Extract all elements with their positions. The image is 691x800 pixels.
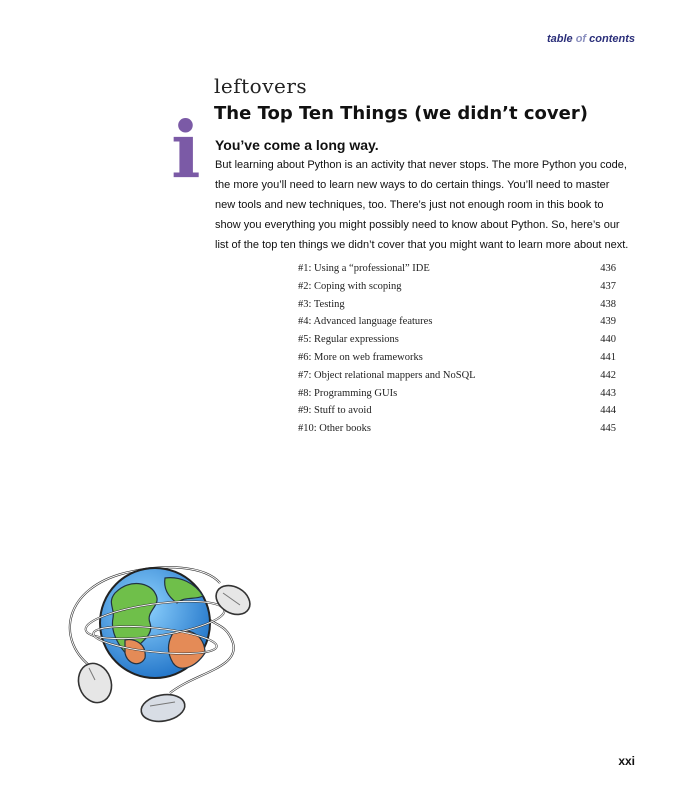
mouse-left-icon: [73, 659, 117, 708]
page-number: xxi: [618, 754, 635, 768]
toc-entry[interactable]: [298, 385, 616, 403]
toc-list: [298, 260, 616, 438]
toc-entry-title: #2: Coping with scoping: [298, 280, 402, 292]
mouse-bottom-icon: [139, 691, 187, 724]
globe-with-mice-illustration: [55, 548, 255, 728]
chapter-glyph: i: [171, 105, 201, 196]
toc-entry-title: #6: More on web frameworks: [298, 351, 423, 363]
toc-entry-title: #4: Advanced language features: [298, 316, 433, 328]
toc-entry-title: #8: Programming GUIs: [298, 387, 398, 399]
toc-entry-title: #9: Stuff to avoid: [298, 405, 372, 417]
chapter-title: The Top Ten Things (we didn’t cover): [214, 103, 588, 124]
mouse-top-right-icon: [211, 580, 255, 621]
toc-entry-page: 436: [600, 263, 616, 274]
toc-entry[interactable]: [298, 420, 616, 438]
toc-entry[interactable]: [298, 367, 616, 385]
header-word-of: of: [575, 33, 587, 45]
chapter-label: leftovers: [214, 74, 308, 98]
toc-entry-page: 445: [600, 423, 616, 435]
running-header: [547, 33, 635, 45]
toc-entry-title: #5: Regular expressions: [298, 334, 399, 346]
toc-entry-title: #1: Using a “professional” IDE: [298, 263, 430, 274]
toc-entry[interactable]: [298, 260, 616, 278]
toc-entry-title: #7: Object relational mappers and NoSQL: [298, 369, 476, 381]
toc-entry-page: 441: [600, 351, 616, 363]
toc-entry-page: 442: [600, 369, 616, 381]
section-subhead: You’ve come a long way.: [215, 137, 379, 153]
toc-entry-page: 440: [600, 334, 616, 346]
toc-entry-page: 443: [600, 387, 616, 399]
toc-entry-page: 444: [600, 405, 616, 417]
intro-paragraph: But learning about Python is an activity that never stops. The more Python you code, the more you’ll need to learn new ways to do certain things. You’ll need to master new tools and new techniques, too. There’s just not enough room in this book to show you everything you might possibly need to know about Python. So, here’s our list of the top ten things we didn’t cover that you might want to learn more about next.: [215, 159, 629, 251]
toc-entry-title: #3: Testing: [298, 298, 345, 310]
toc-entry[interactable]: [298, 402, 616, 420]
toc-entry-page: 438: [600, 298, 616, 310]
toc-entry[interactable]: [298, 349, 616, 367]
header-word-table: table: [546, 33, 573, 45]
toc-entry[interactable]: [298, 331, 616, 349]
toc-entry[interactable]: [298, 296, 616, 314]
toc-entry[interactable]: [298, 313, 616, 331]
toc-entry-title: #10: Other books: [298, 423, 371, 435]
header-word-contents: contents: [589, 33, 635, 45]
toc-entry-page: 439: [600, 316, 616, 328]
toc-entry[interactable]: [298, 278, 616, 296]
toc-entry-page: 437: [600, 280, 616, 292]
